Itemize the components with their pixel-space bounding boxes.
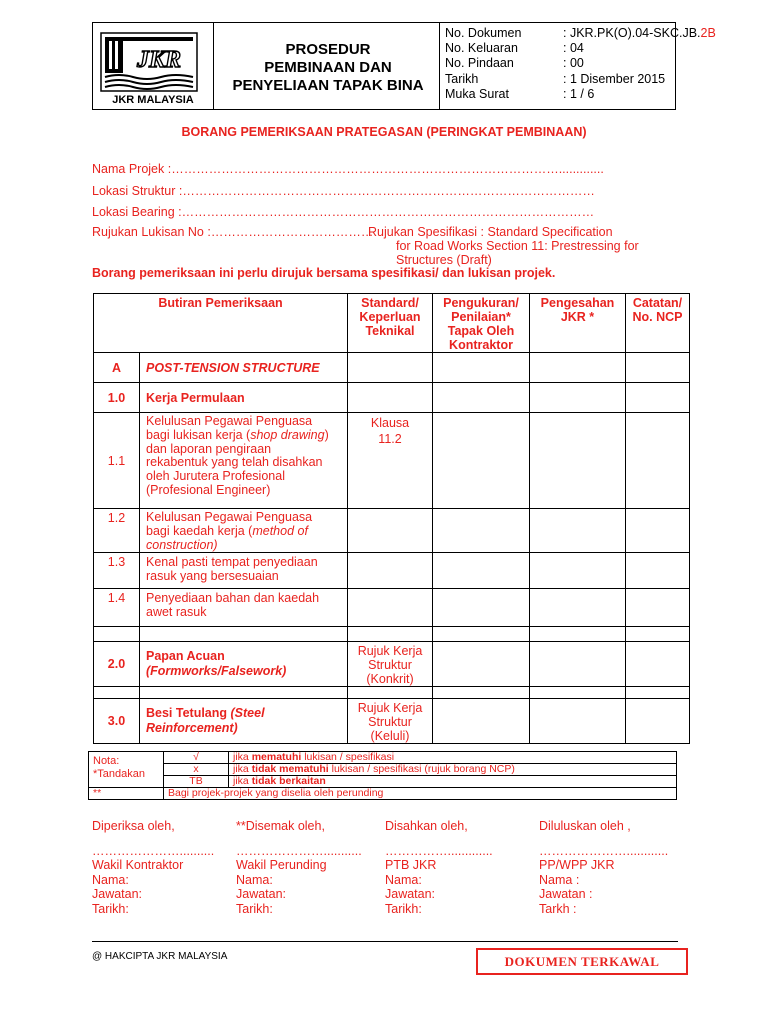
footer-divider bbox=[92, 941, 678, 942]
row-number: 2.0 bbox=[94, 642, 140, 687]
legend-label bbox=[89, 752, 164, 788]
desc-italic: construction) bbox=[146, 537, 218, 552]
title-line bbox=[146, 706, 344, 721]
sig-heading: Disahkan oleh, bbox=[385, 819, 468, 833]
row-number: 1.0 bbox=[94, 383, 140, 413]
legend-text bbox=[229, 776, 677, 788]
spacer-row bbox=[94, 627, 690, 642]
standard-cell[interactable] bbox=[348, 383, 433, 413]
standard-line: Struktur bbox=[368, 658, 412, 673]
table-row bbox=[94, 642, 690, 687]
pengesahan-cell[interactable] bbox=[530, 642, 626, 687]
title-line: Reinforcement) bbox=[146, 721, 238, 736]
pengesahan-cell[interactable] bbox=[530, 699, 626, 744]
desc-italic: method of bbox=[252, 523, 308, 538]
header-butiran: Butiran Pemeriksaan bbox=[94, 294, 348, 353]
instruction-note: Borang pemeriksaan ini perlu dirujuk bersama spesifikasi/ dan lukisan projek. bbox=[92, 266, 556, 280]
pengesahan-cell[interactable] bbox=[530, 509, 626, 553]
rujukan-spesifikasi bbox=[368, 225, 639, 267]
legend-row bbox=[89, 788, 677, 800]
header-line: JKR * bbox=[560, 310, 595, 324]
desc-line: rekabentuk yang telah disahkan bbox=[146, 455, 323, 470]
row-description bbox=[140, 509, 348, 553]
meta-row bbox=[445, 26, 716, 41]
header-line: No. NCP bbox=[632, 310, 683, 324]
standard-line: (Konkrit) bbox=[366, 672, 414, 687]
header-pengukuran bbox=[433, 294, 530, 353]
header-line: Penilaian* bbox=[451, 310, 511, 324]
nama-projek-field[interactable]: Nama Projek :…………………………………………………………………………………............. bbox=[92, 162, 604, 176]
sig-tarikh: Tarikh: bbox=[236, 901, 273, 916]
legend-text: Bagi projek-projek yang diselia oleh perunding bbox=[164, 788, 677, 800]
standard-line: Klausa bbox=[370, 416, 410, 430]
desc-line bbox=[146, 525, 344, 539]
standard-line: Struktur bbox=[368, 715, 412, 730]
meta-key: No. Dokumen bbox=[445, 26, 522, 40]
pengesahan-cell[interactable] bbox=[530, 353, 626, 383]
legend-symbol: ** bbox=[89, 788, 164, 800]
pengesahan-cell[interactable] bbox=[530, 553, 626, 589]
legend-row bbox=[89, 764, 677, 776]
tandakan-label: *Tandakan bbox=[93, 768, 145, 780]
legend-symbol: x bbox=[164, 764, 229, 776]
jkr-logo-icon bbox=[99, 31, 199, 93]
title-line: PENYELIAAN TAPAK BINA bbox=[232, 77, 424, 94]
pengukuran-cell[interactable] bbox=[433, 553, 530, 589]
title-text: Besi Tetulang bbox=[146, 706, 231, 721]
lokasi-bearing-field[interactable]: Lokasi Bearing :……………………………………………………………………………………… bbox=[92, 205, 595, 219]
header-line: Keperluan bbox=[359, 310, 421, 324]
catatan-cell[interactable] bbox=[626, 413, 690, 509]
sig-nama: Nama: bbox=[92, 872, 129, 887]
header-pengesahan bbox=[530, 294, 626, 353]
header-standard bbox=[348, 294, 433, 353]
pengesahan-cell[interactable] bbox=[530, 383, 626, 413]
pengukuran-cell[interactable] bbox=[433, 383, 530, 413]
spesifikasi-line: for Road Works Section 11: Prestressing for bbox=[396, 239, 639, 253]
row-title bbox=[140, 699, 348, 744]
standard-line: 11.2 bbox=[378, 432, 402, 446]
sig-nama: Nama: bbox=[236, 872, 273, 887]
meta-value: : 04 bbox=[563, 41, 584, 56]
sig-role: Wakil Perunding bbox=[236, 858, 327, 872]
standard-line: (Keluli) bbox=[370, 729, 410, 744]
controlled-document-stamp: DOKUMEN TERKAWAL bbox=[476, 948, 688, 975]
desc-text: bagi kaedah kerja ( bbox=[146, 523, 253, 538]
sig-nama: Nama: bbox=[385, 872, 422, 887]
spesifikasi-line: Structures (Draft) bbox=[396, 253, 492, 267]
desc-line bbox=[146, 429, 344, 443]
sig-role: PP/WPP JKR bbox=[539, 858, 615, 872]
standard-cell[interactable] bbox=[348, 642, 433, 687]
spesifikasi-line: Rujukan Spesifikasi : Standard Specification bbox=[368, 225, 613, 239]
pengukuran-cell[interactable] bbox=[433, 353, 530, 383]
row-number: 3.0 bbox=[94, 699, 140, 744]
standard-cell[interactable] bbox=[348, 509, 433, 553]
pengukuran-cell[interactable] bbox=[433, 413, 530, 509]
catatan-cell[interactable] bbox=[626, 553, 690, 589]
sig-tarikh: Tarkh : bbox=[539, 901, 577, 916]
meta-value-text: : JKR.PK(O).04-SKC.JB. bbox=[563, 26, 701, 40]
legend-bold: mematuhi bbox=[251, 751, 302, 763]
desc-line: Kelulusan Pegawai Penguasa bbox=[146, 510, 313, 524]
desc-line: Penyediaan bahan dan kaedah bbox=[146, 591, 320, 606]
standard-cell[interactable] bbox=[348, 413, 433, 509]
signature-block-kontraktor bbox=[92, 819, 214, 916]
inspection-table bbox=[93, 293, 690, 744]
sig-heading: Diluluskan oleh , bbox=[539, 819, 631, 833]
sig-line[interactable]: ……………............. bbox=[385, 843, 493, 858]
header-divider bbox=[439, 23, 440, 109]
legend-bold: tidak berkaitan bbox=[251, 775, 326, 787]
meta-key: Tarikh bbox=[445, 71, 479, 86]
row-title bbox=[140, 642, 348, 687]
sig-nama: Nama : bbox=[539, 872, 580, 887]
document-meta bbox=[445, 26, 716, 102]
rujukan-lukisan-field[interactable]: Rujukan Lukisan No :………………………………… bbox=[92, 225, 374, 239]
title-italic: (Steel bbox=[230, 706, 265, 721]
header-line: Standard/ bbox=[361, 296, 419, 310]
desc-line bbox=[146, 539, 344, 553]
title-line: (Formworks/Falsework) bbox=[146, 664, 287, 679]
header-line: Teknikal bbox=[365, 324, 415, 338]
meta-key: No. Keluaran bbox=[445, 41, 518, 56]
sig-jawatan: Jawatan: bbox=[385, 887, 436, 901]
desc-text: bagi lukisan kerja ( bbox=[146, 427, 251, 442]
catatan-cell[interactable] bbox=[626, 353, 690, 383]
standard-cell[interactable] bbox=[348, 589, 433, 627]
meta-row bbox=[445, 41, 673, 56]
legend-row bbox=[89, 776, 677, 788]
pengukuran-cell[interactable] bbox=[433, 699, 530, 744]
header-line: Tapak Oleh bbox=[447, 324, 515, 338]
sig-role: Wakil Kontraktor bbox=[92, 858, 184, 872]
table-row bbox=[94, 413, 690, 509]
legend-text bbox=[229, 752, 677, 764]
pengesahan-cell[interactable] bbox=[530, 589, 626, 627]
legend-pre: jika bbox=[233, 751, 252, 763]
legend-symbol: TB bbox=[164, 776, 229, 788]
sig-role: PTB JKR bbox=[385, 858, 437, 872]
title-line: PROSEDUR bbox=[285, 41, 371, 58]
table-row bbox=[94, 383, 690, 413]
row-description bbox=[140, 589, 348, 627]
row-title: POST-TENSION STRUCTURE bbox=[140, 353, 348, 383]
catatan-cell[interactable] bbox=[626, 699, 690, 744]
row-number: 1.4 bbox=[94, 589, 140, 627]
table-header-row bbox=[94, 294, 690, 353]
table-row bbox=[94, 589, 690, 627]
table-row bbox=[94, 353, 690, 383]
row-number: 1.3 bbox=[94, 553, 140, 589]
signature-block-ptb bbox=[385, 819, 493, 916]
sig-jawatan: Jawatan : bbox=[539, 887, 593, 901]
row-number: 1.1 bbox=[94, 413, 140, 509]
pengukuran-cell[interactable] bbox=[433, 589, 530, 627]
copyright: @ HAKCIPTA JKR MALAYSIA bbox=[92, 951, 228, 962]
table-row bbox=[94, 699, 690, 744]
sig-jawatan: Jawatan: bbox=[92, 887, 143, 901]
document-header bbox=[92, 22, 716, 110]
sig-line[interactable]: ………………….......... bbox=[92, 843, 215, 858]
legend-table bbox=[88, 751, 677, 800]
header-line: Catatan/ bbox=[632, 296, 683, 310]
meta-value: : 1 Disember 2015 bbox=[563, 71, 666, 86]
header-divider bbox=[213, 23, 214, 109]
table-row bbox=[94, 509, 690, 553]
sig-line[interactable]: …………………............ bbox=[539, 843, 669, 858]
desc-line: awet rasuk bbox=[146, 605, 207, 620]
catatan-cell[interactable] bbox=[626, 589, 690, 627]
legend-post: lukisan / spesifikasi (rujuk borang NCP) bbox=[328, 763, 515, 775]
sig-heading: **Disemak oleh, bbox=[236, 819, 325, 833]
meta-key: Muka Surat bbox=[445, 86, 509, 101]
header-line: Pengesahan bbox=[540, 296, 615, 310]
standard-cell[interactable] bbox=[348, 353, 433, 383]
signature-block-pp bbox=[539, 819, 668, 916]
lokasi-struktur-field[interactable]: Lokasi Struktur :……………………………………………………………………………………… bbox=[92, 184, 595, 198]
logo-caption: JKR MALAYSIA bbox=[112, 94, 194, 106]
row-description bbox=[140, 553, 348, 589]
meta-value: : 00 bbox=[563, 56, 584, 71]
nota-label: Nota: bbox=[93, 755, 120, 767]
meta-row bbox=[445, 56, 673, 71]
legend-post: lukisan / spesifikasi bbox=[301, 751, 395, 763]
form-title: BORANG PEMERIKSAAN PRATEGASAN (PERINGKAT PEMBINAAN) bbox=[181, 125, 587, 139]
meta-value-suffix: 2B bbox=[700, 26, 716, 40]
row-number: 1.2 bbox=[94, 509, 140, 553]
desc-italic: shop drawing bbox=[250, 427, 325, 442]
sig-line[interactable]: …………………........... bbox=[236, 843, 362, 858]
meta-key: No. Pindaan bbox=[445, 56, 514, 71]
row-number: A bbox=[94, 353, 140, 383]
desc-line: rasuk yang bersesuaian bbox=[146, 569, 279, 584]
header-line: Pengukuran/ bbox=[443, 296, 519, 310]
legend-bold: tidak mematuhi bbox=[251, 763, 329, 775]
catatan-cell[interactable] bbox=[626, 509, 690, 553]
desc-line: (Profesional Engineer) bbox=[146, 482, 271, 497]
header-catatan bbox=[626, 294, 690, 353]
legend-row bbox=[89, 752, 677, 764]
pengukuran-cell[interactable] bbox=[433, 642, 530, 687]
procedure-title bbox=[219, 41, 437, 95]
logo-text: JKR bbox=[136, 47, 182, 73]
meta-row bbox=[445, 87, 673, 102]
catatan-cell[interactable] bbox=[626, 383, 690, 413]
header-line: Kontraktor bbox=[449, 338, 513, 352]
desc-text: ) bbox=[324, 427, 329, 442]
desc-line: dan laporan pengiraan bbox=[146, 441, 272, 456]
legend-pre: jika bbox=[233, 775, 252, 787]
desc-line: Kelulusan Pegawai Penguasa bbox=[146, 414, 313, 428]
meta-value: : 1 / 6 bbox=[563, 86, 595, 101]
catatan-cell[interactable] bbox=[626, 642, 690, 687]
legend-text bbox=[229, 764, 677, 776]
row-description bbox=[140, 413, 348, 509]
title-line: PEMBINAAN DAN bbox=[264, 59, 392, 76]
sig-jawatan: Jawatan: bbox=[236, 887, 287, 901]
sig-tarikh: Tarikh: bbox=[385, 901, 422, 916]
meta-row bbox=[445, 72, 673, 87]
table-row bbox=[94, 553, 690, 589]
signature-block-perunding bbox=[236, 819, 362, 916]
row-title: Kerja Permulaan bbox=[140, 383, 348, 413]
standard-line: Rujuk Kerja bbox=[357, 644, 423, 659]
pengukuran-cell[interactable] bbox=[433, 509, 530, 553]
standard-cell[interactable] bbox=[348, 699, 433, 744]
pengesahan-cell[interactable] bbox=[530, 413, 626, 509]
meta-value bbox=[563, 26, 716, 41]
spacer-row bbox=[94, 687, 690, 699]
title-line: Papan Acuan bbox=[146, 649, 225, 664]
legend-pre: jika bbox=[233, 763, 252, 775]
desc-line: oleh Jurutera Profesional bbox=[146, 469, 285, 484]
sig-tarikh: Tarikh: bbox=[92, 901, 129, 916]
legend-symbol: √ bbox=[164, 752, 229, 764]
standard-line: Rujuk Kerja bbox=[357, 701, 423, 716]
desc-line: Kenal pasti tempat penyediaan bbox=[146, 555, 318, 570]
sig-heading: Diperiksa oleh, bbox=[92, 819, 175, 833]
standard-cell[interactable] bbox=[348, 553, 433, 589]
